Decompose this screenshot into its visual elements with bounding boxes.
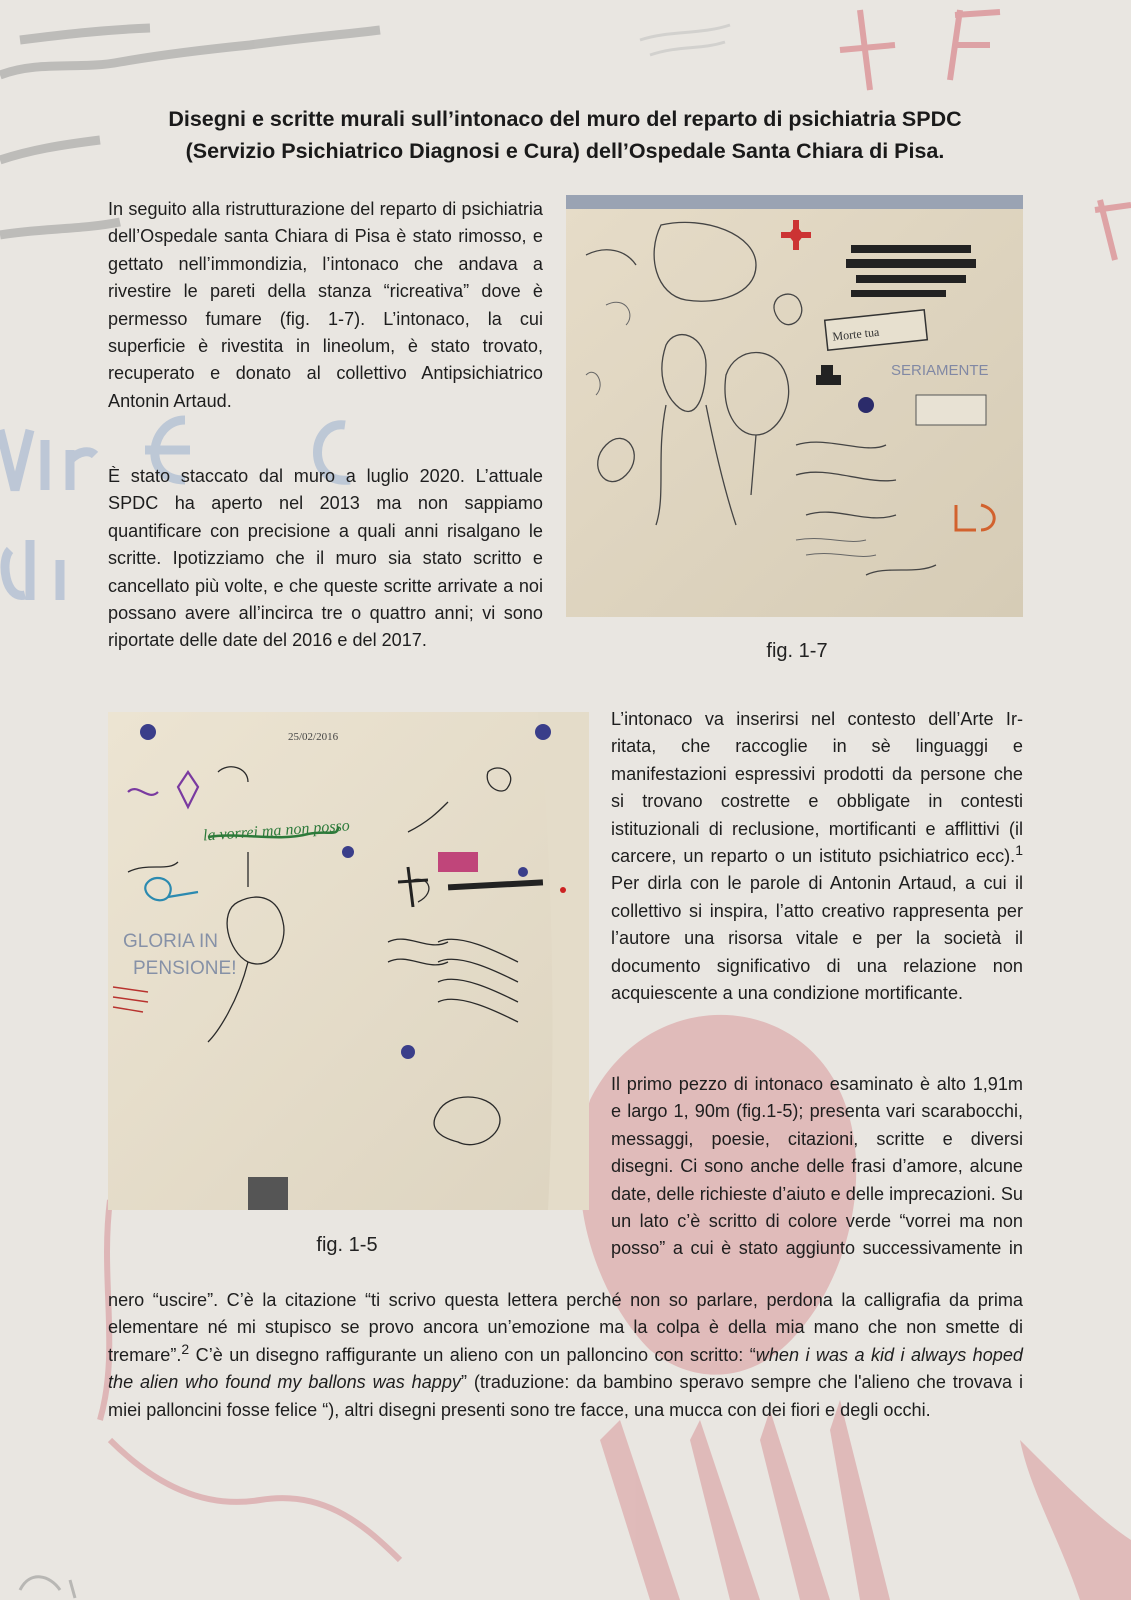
quotation-text-1: nero “uscire”. C’è la citazione “ti scrivo questa lettera perché non so parlare, perdona la calligrafia da prima elementare né mi stupisco se provo ancora un’emozione ma la colpa è della mia mano che non smette di tremare”. [108, 1290, 1023, 1365]
date-scribble-text: 25/02/2016 [288, 731, 339, 743]
arte-irritata-text-2: Per dirla con le parole di Antonin Artaud, a cui il collettivo si inspira, l’atto creativo rappresenta per l’autore una risorsa vitale e per la società il documento significativo di una relazione non acquiescente a una condizione mortificante. [611, 873, 1023, 1004]
paragraph-intro: In seguito alla ristrutturazione del reparto di psichiatria dell’Ospedale santa Chiara di Pisa è stato rimosso, e gettato nell’immondizia, l’intonaco che andava a rivestire le pareti della stanza “ricreativa” dove è permesso fumare (fig. 1-7). L’intonaco, la cui superficie è rivestita in lineolum, è stato trovato, recuperato e donato al collettivo Antipsichiatrico Antonin Artaud. [108, 199, 543, 411]
figure-1-5-photo [108, 712, 589, 1210]
figure-1-7-caption: fig. 1-7 [766, 640, 828, 662]
paragraph-quotation [108, 1287, 1023, 1424]
title-line-2: (Servizio Psichiatrico Diagnosi e Cura) dell’Ospedale Santa Chiara di Pisa. [185, 139, 945, 163]
paragraph-first-piece: Il primo pezzo di intonaco esaminato è alto 1,91m e largo 1, 90m (fig.1-5); presenta vari scarabocchi, messaggi, poesie, citazioni, scritte e diversi disegni. Ci sono anche delle frasi d’amore, alcune date, delle richieste d’aiuto e delle imprecazioni. Su un lato c’è scritto di colore verde “vorrei ma non posso” a cui è stato aggiunto successivamente in [611, 1074, 1023, 1259]
page-title [100, 103, 1030, 167]
alien-quote-italic: when i was a kid i always hoped the alien who found my ballons was happy [108, 1344, 1023, 1393]
wall-word-text: SERIAMENTE [891, 362, 989, 379]
paragraph-arte-irritata [611, 706, 1023, 1007]
paragraph-dating: È stato staccato dal muro a luglio 2020. L’attuale SPDC ha aperto nel 2013 ma non sappiamo quantificare con precisione a quali anni risalgano le scritte. Ipotizziamo che il muro sia stato scritto e cancellato più volte, e che queste scritte arrivate a noi possano avere all’incirca tre o quattro anni; vi sono riportate delle date del 2016 e del 2017. [108, 466, 543, 651]
footnote-ref-1: 1 [1015, 842, 1023, 858]
figure-1-5-caption: fig. 1-5 [316, 1234, 378, 1256]
arte-irritata-text-1: L’intonaco va inserirsi nel contesto dell’Arte Ir-ritata, che raccoglie in sè linguaggi e manifestazioni espressivi prodotti da persone che si trovano costrette e obbligate in contesti istituzionali di reclusione, mortificanti e afflittivi (il carcere, un reparto o un istituto psichiatrico ecc). [611, 709, 1023, 867]
quotation-text-2: C’è un disegno raffigurante un alieno con un palloncino con scritto: “ [189, 1344, 756, 1365]
sticker-text: Morte tua [831, 324, 880, 344]
pensione-text: PENSIONE! [133, 958, 237, 979]
footnote-ref-2: 2 [181, 1340, 190, 1357]
quotation-text-3: ” (traduzione: da bambino speravo sempre che l'alieno che trovava i miei palloncini fosse felice “), altri disegni presenti sono tre facce, una mucca con dei fiori e degli occhi. [108, 1372, 1023, 1420]
green-writing-text: la vorrei ma non posso [202, 817, 351, 845]
gloria-text: GLORIA IN [123, 931, 219, 952]
title-line-1: Disegni e scritte murali sull’intonaco del muro del reparto di psichiatria SPDC [168, 107, 962, 131]
figure-1-7-photo [566, 195, 1023, 617]
